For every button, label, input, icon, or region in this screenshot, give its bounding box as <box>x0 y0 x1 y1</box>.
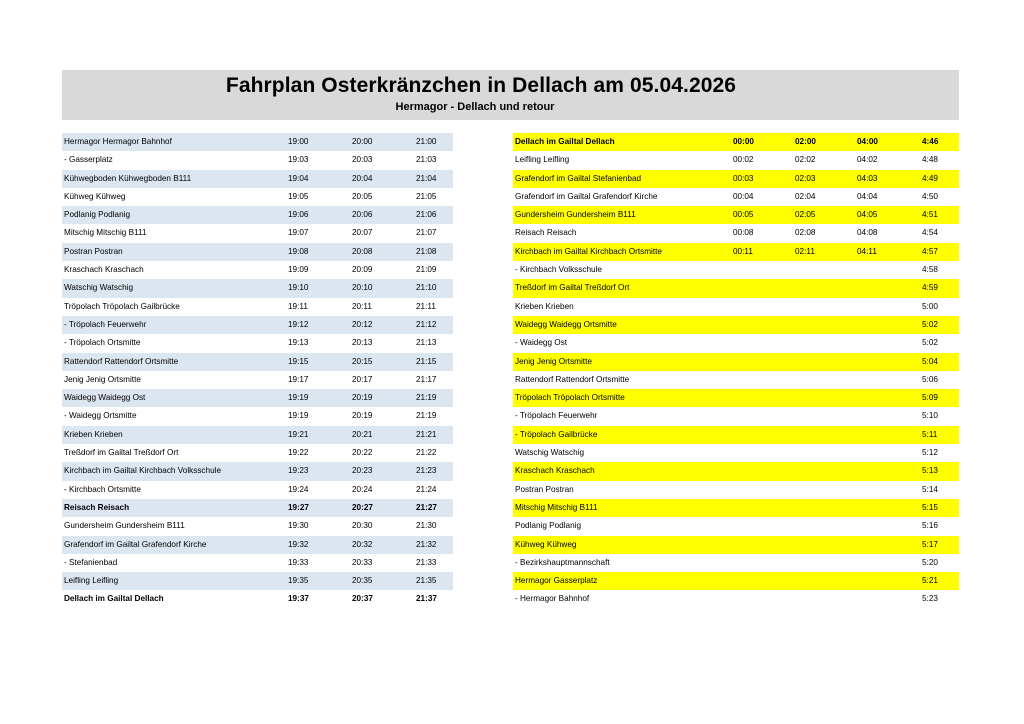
departure-time <box>731 353 793 371</box>
departure-time <box>855 536 920 554</box>
departure-time <box>855 316 920 334</box>
departure-time: 20:21 <box>350 426 414 444</box>
departure-time: 21:04 <box>414 170 453 188</box>
return-row <box>513 426 959 444</box>
departure-time <box>793 371 855 389</box>
return-row <box>513 316 959 334</box>
departure-time: 19:30 <box>286 517 350 535</box>
outbound-row <box>62 444 453 462</box>
departure-time: 20:19 <box>350 407 414 425</box>
departure-time: 5:23 <box>922 594 938 604</box>
departure-time: 21:11 <box>414 298 453 316</box>
departure-time <box>855 444 920 462</box>
outbound-row <box>62 224 453 242</box>
stop-name: Dellach im Gailtal Dellach <box>62 590 286 608</box>
departure-time: 19:11 <box>286 298 350 316</box>
outbound-row <box>62 536 453 554</box>
departure-time: 20:09 <box>350 261 414 279</box>
departure-time <box>731 481 793 499</box>
stop-name: - Kirchbach Ortsmitte <box>62 481 286 499</box>
departure-time <box>855 334 920 352</box>
departure-time: 5:12 <box>922 448 938 458</box>
departure-time <box>731 316 793 334</box>
stop-name: Jenig Jenig Ortsmitte <box>62 371 286 389</box>
stop-name: - Tröpolach Ortsmitte <box>62 334 286 352</box>
departure-time <box>793 407 855 425</box>
departure-time: 00:04 <box>733 191 754 201</box>
departure-time: 19:33 <box>286 554 350 572</box>
departure-time: 5:02 <box>922 338 938 348</box>
departure-time: 19:35 <box>286 572 350 590</box>
departure-time: 21:09 <box>414 261 453 279</box>
stop-name: Leifling Leifling <box>62 572 286 590</box>
return-row <box>513 261 959 279</box>
return-row <box>513 517 959 535</box>
departure-time <box>793 481 855 499</box>
stop-name: Kirchbach im Gailtal Kirchbach Volksschule <box>62 462 286 480</box>
departure-time: 4:54 <box>922 228 938 238</box>
outbound-row <box>62 316 453 334</box>
departure-time: 4:59 <box>920 279 959 297</box>
return-row <box>513 243 959 261</box>
departure-time <box>855 353 920 371</box>
outbound-row <box>62 188 453 206</box>
departure-time <box>855 298 920 316</box>
return-row <box>513 407 959 425</box>
departure-time: 20:27 <box>350 499 414 517</box>
stop-name: Grafendorf im Gailtal Grafendorf Kirche <box>515 191 658 201</box>
stop-name: - Tröpolach Gailbrücke <box>513 426 731 444</box>
departure-time: 20:32 <box>350 536 414 554</box>
departure-time <box>793 462 855 480</box>
departure-time <box>731 590 793 608</box>
return-row <box>513 133 959 151</box>
outbound-row <box>62 499 453 517</box>
departure-time <box>731 371 793 389</box>
departure-time: 04:11 <box>855 243 920 261</box>
departure-time <box>793 590 855 608</box>
departure-time: 20:22 <box>350 444 414 462</box>
outbound-row <box>62 298 453 316</box>
departure-time <box>731 334 793 352</box>
departure-time: 02:05 <box>793 206 855 224</box>
departure-time: 4:49 <box>920 170 959 188</box>
departure-time: 21:10 <box>414 279 453 297</box>
departure-time: 4:51 <box>920 206 959 224</box>
departure-time: 21:30 <box>414 517 453 535</box>
departure-time: 19:09 <box>286 261 350 279</box>
departure-time <box>793 389 855 407</box>
outbound-row <box>62 261 453 279</box>
departure-time: 20:10 <box>350 279 414 297</box>
return-row <box>513 334 959 352</box>
departure-time: 5:17 <box>920 536 959 554</box>
departure-time <box>731 444 793 462</box>
stop-name: Rattendorf Rattendorf Ortsmitte <box>62 353 286 371</box>
departure-time: 20:30 <box>350 517 414 535</box>
departure-time: 02:03 <box>793 170 855 188</box>
stop-name: Podlanig Podlanig <box>515 521 582 531</box>
outbound-row <box>62 426 453 444</box>
departure-time: 21:21 <box>414 426 453 444</box>
stop-name: Reisach Reisach <box>62 499 286 517</box>
departure-time <box>855 462 920 480</box>
departure-time <box>731 517 793 535</box>
return-row <box>513 188 959 206</box>
departure-time: 4:48 <box>922 155 938 165</box>
departure-time: 00:08 <box>733 228 754 238</box>
return-row <box>513 536 959 554</box>
outbound-row <box>62 572 453 590</box>
departure-time: 21:13 <box>414 334 453 352</box>
departure-time <box>731 499 793 517</box>
departure-time: 19:24 <box>286 481 350 499</box>
departure-time <box>793 572 855 590</box>
return-row <box>513 499 959 517</box>
departure-time: 00:02 <box>733 155 754 165</box>
stop-name: Kraschach Kraschach <box>62 261 286 279</box>
outbound-row <box>62 206 453 224</box>
departure-time: 02:04 <box>795 191 816 201</box>
departure-time <box>855 426 920 444</box>
departure-time: 21:37 <box>414 590 453 608</box>
departure-time: 4:57 <box>920 243 959 261</box>
departure-time: 21:06 <box>414 206 453 224</box>
return-row <box>513 590 959 608</box>
departure-time <box>855 371 920 389</box>
departure-time <box>731 279 793 297</box>
stop-name: Waidegg Waidegg Ortsmitte <box>513 316 731 334</box>
stop-name: Mitschig Mitschig B111 <box>62 224 286 242</box>
departure-time <box>855 407 920 425</box>
departure-time: 19:05 <box>286 188 350 206</box>
stop-name: Kraschach Kraschach <box>513 462 731 480</box>
departure-time: 20:35 <box>350 572 414 590</box>
departure-time: 21:19 <box>414 389 453 407</box>
departure-time <box>855 279 920 297</box>
return-row <box>513 444 959 462</box>
return-row <box>513 554 959 572</box>
departure-time <box>793 499 855 517</box>
departure-time: 20:07 <box>350 224 414 242</box>
stop-name: - Tröpolach Feuerwehr <box>62 316 286 334</box>
departure-time: 19:19 <box>286 389 350 407</box>
departure-time: 02:02 <box>795 155 816 165</box>
departure-time: 20:00 <box>350 133 414 151</box>
departure-time: 5:21 <box>920 572 959 590</box>
departure-time: 5:06 <box>922 374 938 384</box>
departure-time: 5:14 <box>922 484 938 494</box>
departure-time: 19:15 <box>286 353 350 371</box>
departure-time: 21:00 <box>414 133 453 151</box>
departure-time <box>855 389 920 407</box>
departure-time: 04:05 <box>855 206 920 224</box>
return-row <box>513 206 959 224</box>
departure-time <box>731 554 793 572</box>
stop-name: - Tröpolach Feuerwehr <box>515 411 598 421</box>
outbound-timetable <box>62 133 453 609</box>
departure-time: 19:23 <box>286 462 350 480</box>
page-title: Fahrplan Osterkränzchen in Dellach am 05.04.2026 <box>225 74 737 97</box>
page-subtitle: Hermagor - Dellach und retour <box>395 101 555 113</box>
departure-time: 19:32 <box>286 536 350 554</box>
departure-time: 19:00 <box>286 133 350 151</box>
departure-time: 02:08 <box>795 228 816 238</box>
departure-time: 04:02 <box>857 155 878 165</box>
departure-time: 20:11 <box>350 298 414 316</box>
stop-name: Hermagor Hermagor Bahnhof <box>62 133 286 151</box>
outbound-row <box>62 151 453 169</box>
stop-name: Kühweg Kühweg <box>62 188 286 206</box>
stop-name: - Stefanienbad <box>62 554 286 572</box>
departure-time: 21:15 <box>414 353 453 371</box>
departure-time: 00:03 <box>731 170 793 188</box>
return-row <box>513 371 959 389</box>
departure-time <box>855 499 920 517</box>
outbound-row <box>62 389 453 407</box>
departure-time: 21:22 <box>414 444 453 462</box>
departure-time: 21:27 <box>414 499 453 517</box>
stop-name: Kühweg Kühweg <box>513 536 731 554</box>
departure-time: 4:46 <box>920 133 959 151</box>
departure-time: 21:24 <box>414 481 453 499</box>
departure-time: 21:17 <box>414 371 453 389</box>
departure-time: 21:05 <box>414 188 453 206</box>
stop-name: Postran Postran <box>515 484 574 494</box>
departure-time: 20:12 <box>350 316 414 334</box>
stop-name: Podlanig Podlanig <box>62 206 286 224</box>
return-timetable <box>513 133 959 609</box>
departure-time: 19:19 <box>286 407 350 425</box>
departure-time <box>731 536 793 554</box>
stop-name: Dellach im Gailtal Dellach <box>513 133 731 151</box>
departure-time: 21:35 <box>414 572 453 590</box>
return-row <box>513 151 959 169</box>
departure-time <box>731 426 793 444</box>
departure-time: 19:17 <box>286 371 350 389</box>
departure-time: 20:24 <box>350 481 414 499</box>
return-row <box>513 572 959 590</box>
departure-time: 19:06 <box>286 206 350 224</box>
stop-name: Treßdorf im Gailtal Treßdorf Ort <box>62 444 286 462</box>
departure-time: 04:03 <box>855 170 920 188</box>
departure-time <box>731 298 793 316</box>
departure-time: 20:37 <box>350 590 414 608</box>
departure-time: 5:20 <box>922 557 938 567</box>
departure-time <box>793 444 855 462</box>
departure-time: 20:03 <box>350 151 414 169</box>
departure-time <box>855 517 920 535</box>
departure-time: 5:09 <box>920 389 959 407</box>
departure-time: 21:33 <box>414 554 453 572</box>
departure-time: 20:04 <box>350 170 414 188</box>
stop-name: Grafendorf im Gailtal Grafendorf Kirche <box>62 536 286 554</box>
stop-name: - Gasserplatz <box>62 151 286 169</box>
departure-time: 19:03 <box>286 151 350 169</box>
outbound-row <box>62 371 453 389</box>
departure-time: 21:32 <box>414 536 453 554</box>
departure-time: 19:22 <box>286 444 350 462</box>
departure-time: 20:17 <box>350 371 414 389</box>
departure-time: 02:00 <box>793 133 855 151</box>
departure-time: 19:37 <box>286 590 350 608</box>
departure-time <box>793 316 855 334</box>
departure-time: 5:15 <box>920 499 959 517</box>
departure-time: 5:11 <box>920 426 959 444</box>
title-banner <box>62 70 959 120</box>
stop-name: Waidegg Waidegg Ost <box>62 389 286 407</box>
outbound-row <box>62 243 453 261</box>
outbound-row <box>62 353 453 371</box>
departure-time: 20:08 <box>350 243 414 261</box>
departure-time <box>793 279 855 297</box>
departure-time <box>855 261 920 279</box>
departure-time: 19:27 <box>286 499 350 517</box>
departure-time <box>793 353 855 371</box>
departure-time: 21:12 <box>414 316 453 334</box>
return-row <box>513 389 959 407</box>
departure-time: 19:07 <box>286 224 350 242</box>
stop-name: - Waidegg Ost <box>515 338 568 348</box>
departure-time <box>731 407 793 425</box>
outbound-row <box>62 334 453 352</box>
departure-time: 5:13 <box>920 462 959 480</box>
departure-time: 4:58 <box>922 265 938 275</box>
stop-name: Tröpolach Tröpolach Gailbrücke <box>62 298 286 316</box>
stop-name: Gundersheim Gundersheim B111 <box>62 517 286 535</box>
departure-time: 20:23 <box>350 462 414 480</box>
stop-name: - Waidegg Ortsmitte <box>62 407 286 425</box>
stop-name: Watschig Watschig <box>62 279 286 297</box>
departure-time: 02:11 <box>793 243 855 261</box>
departure-time: 00:00 <box>731 133 793 151</box>
outbound-row <box>62 133 453 151</box>
return-row <box>513 279 959 297</box>
return-row <box>513 462 959 480</box>
stop-name: - Bezirkshauptmannschaft <box>515 557 610 567</box>
departure-time <box>793 298 855 316</box>
stop-name: Kirchbach im Gailtal Kirchbach Ortsmitte <box>513 243 731 261</box>
departure-time: 19:08 <box>286 243 350 261</box>
stop-name: Jenig Jenig Ortsmitte <box>513 353 731 371</box>
stop-name: Rattendorf Rattendorf Ortsmitte <box>515 374 630 384</box>
outbound-row <box>62 517 453 535</box>
stop-name: Leifling Leifling <box>515 155 570 165</box>
stop-name: Gundersheim Gundersheim B111 <box>513 206 731 224</box>
departure-time <box>855 572 920 590</box>
return-row <box>513 224 959 242</box>
outbound-row <box>62 279 453 297</box>
departure-time: 21:03 <box>414 151 453 169</box>
stop-name: Kühwegboden Kühwegboden B111 <box>62 170 286 188</box>
departure-time: 5:16 <box>922 521 938 531</box>
departure-time <box>731 261 793 279</box>
departure-time: 20:05 <box>350 188 414 206</box>
outbound-row <box>62 590 453 608</box>
departure-time: 04:04 <box>857 191 878 201</box>
departure-time: 5:10 <box>922 411 938 421</box>
departure-time <box>731 462 793 480</box>
departure-time: 19:10 <box>286 279 350 297</box>
stop-name: Krieben Krieben <box>62 426 286 444</box>
departure-time <box>793 334 855 352</box>
return-row <box>513 170 959 188</box>
departure-time <box>793 261 855 279</box>
departure-time: 04:00 <box>855 133 920 151</box>
outbound-row <box>62 554 453 572</box>
departure-time: 19:12 <box>286 316 350 334</box>
stop-name: Hermagor Gasserplatz <box>513 572 731 590</box>
departure-time <box>793 554 855 572</box>
departure-time: 19:21 <box>286 426 350 444</box>
stop-name: Watschig Watschig <box>515 448 585 458</box>
outbound-row <box>62 407 453 425</box>
departure-time: 20:13 <box>350 334 414 352</box>
departure-time <box>793 517 855 535</box>
departure-time: 20:15 <box>350 353 414 371</box>
departure-time: 21:19 <box>414 407 453 425</box>
departure-time <box>731 389 793 407</box>
outbound-row <box>62 462 453 480</box>
departure-time: 20:19 <box>350 389 414 407</box>
outbound-row <box>62 481 453 499</box>
stop-name: Tröpolach Tröpolach Ortsmitte <box>513 389 731 407</box>
departure-time <box>855 481 920 499</box>
departure-time: 20:33 <box>350 554 414 572</box>
departure-time <box>731 572 793 590</box>
stop-name: Krieben Krieben <box>515 301 574 311</box>
stop-name: Treßdorf im Gailtal Treßdorf Ort <box>513 279 731 297</box>
departure-time: 21:07 <box>414 224 453 242</box>
stop-name: - Hermagor Bahnhof <box>515 594 590 604</box>
stop-name: Grafendorf im Gailtal Stefanienbad <box>513 170 731 188</box>
return-row <box>513 298 959 316</box>
departure-time: 5:04 <box>920 353 959 371</box>
stop-name: Mitschig Mitschig B111 <box>513 499 731 517</box>
departure-time <box>855 590 920 608</box>
stop-name: Postran Postran <box>62 243 286 261</box>
departure-time: 00:11 <box>731 243 793 261</box>
return-row <box>513 481 959 499</box>
stop-name: Reisach Reisach <box>515 228 577 238</box>
return-row <box>513 353 959 371</box>
departure-time: 21:23 <box>414 462 453 480</box>
departure-time: 5:02 <box>920 316 959 334</box>
departure-time: 00:05 <box>731 206 793 224</box>
departure-time: 5:00 <box>922 301 938 311</box>
departure-time <box>793 536 855 554</box>
departure-time <box>855 554 920 572</box>
departure-time <box>793 426 855 444</box>
departure-time: 21:08 <box>414 243 453 261</box>
departure-time: 19:13 <box>286 334 350 352</box>
stop-name: - Kirchbach Volksschule <box>515 265 602 275</box>
departure-time: 4:50 <box>922 191 938 201</box>
departure-time: 04:08 <box>857 228 878 238</box>
departure-time: 20:06 <box>350 206 414 224</box>
departure-time: 19:04 <box>286 170 350 188</box>
outbound-row <box>62 170 453 188</box>
